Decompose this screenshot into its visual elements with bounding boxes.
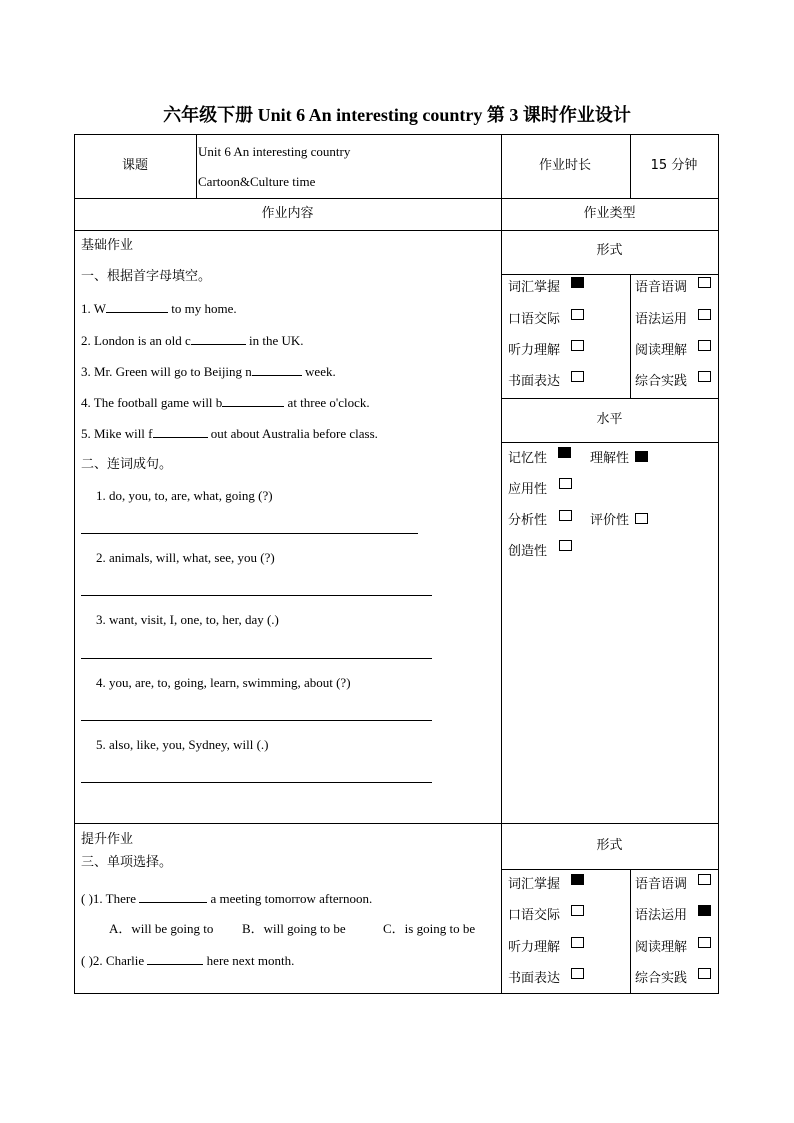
answer-blank[interactable] [147, 952, 203, 965]
checkbox[interactable] [571, 905, 584, 916]
mc-option-c[interactable]: C．is going to be [383, 921, 476, 936]
form-option-label: 听力理解 [508, 940, 561, 955]
checkbox[interactable] [698, 309, 711, 320]
table-rule [501, 398, 718, 399]
checkbox[interactable] [571, 968, 584, 979]
form-option-label: 语音语调 [635, 877, 688, 892]
fill-item [81, 332, 304, 349]
checkbox-checked[interactable] [698, 905, 711, 916]
table-rule [75, 823, 718, 824]
answer-blank[interactable] [191, 332, 246, 345]
checkbox[interactable] [698, 937, 711, 948]
fill-suffix: out about Australia before class. [207, 426, 378, 441]
fill-suffix: week. [301, 364, 336, 379]
form-option-label: 综合实践 [635, 374, 688, 389]
table-rule [630, 274, 631, 398]
level-option-label: 记忆性 [508, 451, 548, 466]
table-rule [501, 442, 718, 443]
table-rule [75, 198, 718, 199]
scrambled-sentence: 3. want, visit, I, one, to, her, day (.) [96, 612, 279, 627]
answer-blank[interactable] [106, 300, 168, 313]
answer-blank[interactable] [252, 363, 302, 376]
table-rule [501, 274, 718, 275]
form-option-label: 口语交际 [508, 908, 561, 923]
scrambled-sentence: 4. you, are, to, going, learn, swimming, about (?) [96, 675, 351, 690]
level-option-label: 分析性 [508, 513, 548, 528]
form-option-label: 词汇掌握 [508, 280, 561, 295]
basic-section-label: 基础作业 [81, 238, 134, 253]
mc-option-a[interactable]: A．will be going to [109, 921, 214, 936]
question-prefix: ( )2. Charlie [81, 953, 145, 968]
question-suffix: here next month. [203, 953, 295, 968]
advanced-section-label: 提升作业 [81, 832, 134, 847]
fill-prefix: 1. W [81, 301, 107, 316]
mc-option-b[interactable]: B．will going to be [242, 921, 346, 936]
checkbox[interactable] [635, 513, 648, 524]
duration-label: 作业时长 [538, 158, 591, 173]
fill-item [81, 394, 370, 411]
form-heading: 形式 [596, 243, 623, 258]
answer-line[interactable] [81, 595, 432, 596]
checkbox-checked[interactable] [635, 451, 648, 462]
table-rule [196, 135, 197, 198]
checkbox[interactable] [698, 277, 711, 288]
checkbox[interactable] [571, 937, 584, 948]
fill-item [81, 425, 378, 442]
fill-item [81, 300, 237, 317]
checkbox[interactable] [698, 874, 711, 885]
fill-prefix: 2. London is an old c [81, 333, 191, 348]
answer-blank[interactable] [222, 394, 284, 407]
part1-title: 一、根据首字母填空。 [81, 269, 212, 284]
question-prefix: ( )1. There [81, 891, 136, 906]
part2-title: 二、连词成句。 [81, 457, 173, 472]
level-option-label: 理解性 [590, 451, 630, 466]
answer-line[interactable] [81, 533, 418, 534]
form-option-label: 阅读理解 [635, 343, 688, 358]
checkbox[interactable] [571, 340, 584, 351]
topic-label: 课题 [121, 158, 148, 173]
topic-line-2: Cartoon&Culture time [198, 174, 316, 189]
checkbox-checked[interactable] [571, 277, 584, 288]
table-rule [501, 869, 718, 870]
checkbox[interactable] [571, 309, 584, 320]
checkbox[interactable] [559, 510, 572, 521]
fill-suffix: to my home. [168, 301, 237, 316]
form-option-label: 语音语调 [635, 280, 688, 295]
scrambled-sentence: 1. do, you, to, are, what, going (?) [96, 488, 273, 503]
answer-line[interactable] [81, 720, 432, 721]
question-suffix: a meeting tomorrow afternoon. [207, 891, 373, 906]
form-option-label: 语法运用 [635, 908, 688, 923]
fill-prefix: 3. Mr. Green will go to Beijing n [81, 364, 252, 379]
level-option-label: 评价性 [590, 513, 630, 528]
checkbox[interactable] [698, 371, 711, 382]
level-option-label: 创造性 [508, 544, 548, 559]
topic-line-1: Unit 6 An interesting country [198, 144, 351, 159]
form-option-label: 语法运用 [635, 312, 688, 327]
scrambled-sentence: 5. also, like, you, Sydney, will (.) [96, 737, 269, 752]
table-rule [75, 230, 718, 231]
answer-line[interactable] [81, 658, 432, 659]
mc-question [81, 890, 372, 907]
checkbox-checked[interactable] [571, 874, 584, 885]
page-title: 六年级下册 Unit 6 An interesting country 第 3 课时作业设计 [163, 105, 631, 125]
form-option-label: 口语交际 [508, 312, 561, 327]
form-option-label: 听力理解 [508, 343, 561, 358]
form-option-label: 阅读理解 [635, 940, 688, 955]
form-option-label: 综合实践 [635, 971, 688, 986]
fill-suffix: at three o'clock. [284, 395, 370, 410]
form-option-label: 书面表达 [508, 374, 561, 389]
answer-blank[interactable] [139, 890, 207, 903]
type-header: 作业类型 [583, 206, 636, 221]
table-rule [501, 135, 502, 993]
fill-suffix: in the UK. [245, 333, 304, 348]
table-rule [630, 869, 631, 993]
fill-prefix: 5. Mike will f [81, 426, 153, 441]
level-heading: 水平 [596, 412, 623, 427]
level-option-label: 应用性 [508, 482, 548, 497]
form-option-label: 词汇掌握 [508, 877, 561, 892]
answer-line[interactable] [81, 782, 432, 783]
content-header: 作业内容 [261, 206, 314, 221]
form-option-label: 书面表达 [508, 971, 561, 986]
duration-value: 15 分钟 [650, 158, 698, 173]
checkbox[interactable] [571, 371, 584, 382]
checkbox[interactable] [698, 968, 711, 979]
mc-question [81, 952, 294, 969]
checkbox[interactable] [559, 478, 572, 489]
checkbox[interactable] [559, 540, 572, 551]
checkbox-checked[interactable] [558, 447, 571, 458]
answer-blank[interactable] [153, 425, 208, 438]
part3-title: 三、单项选择。 [81, 855, 173, 870]
fill-prefix: 4. The football game will b [81, 395, 223, 410]
scrambled-sentence: 2. animals, will, what, see, you (?) [96, 550, 275, 565]
fill-item [81, 363, 336, 380]
checkbox[interactable] [698, 340, 711, 351]
form-heading: 形式 [596, 838, 623, 853]
